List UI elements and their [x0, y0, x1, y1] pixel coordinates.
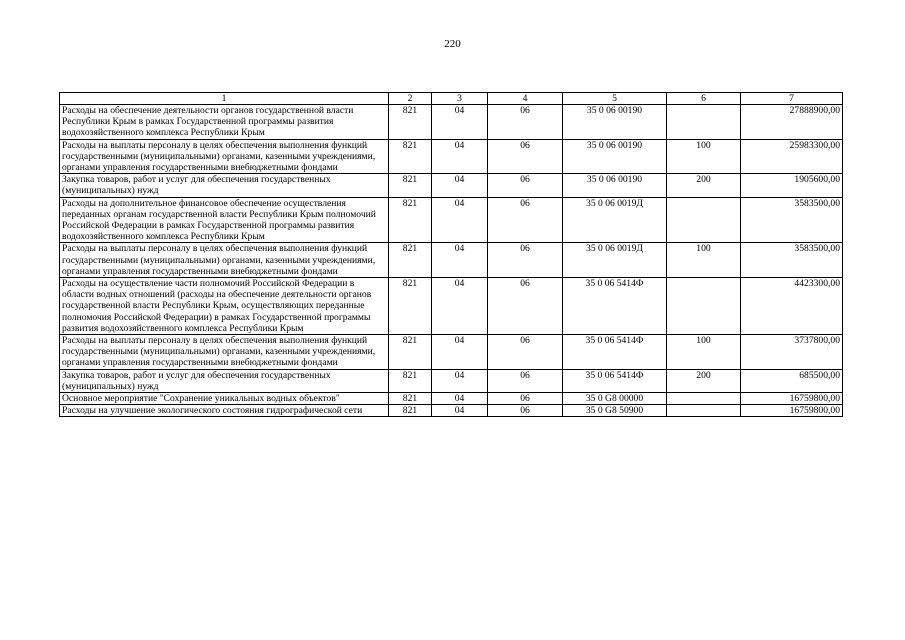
section-code: 04 [432, 405, 488, 417]
target-article-code: 35 0 G8 50900 [563, 405, 667, 417]
expense-type-code [667, 197, 741, 243]
subsection-code: 06 [488, 174, 563, 197]
expense-type-code [667, 105, 741, 140]
amount: 685500,00 [741, 369, 843, 392]
section-code: 04 [432, 243, 488, 278]
subsection-code: 06 [488, 197, 563, 243]
amount: 3583500,00 [741, 243, 843, 278]
amount: 4423300,00 [741, 278, 843, 335]
subsection-code: 06 [488, 243, 563, 278]
header-col-6: 6 [667, 93, 741, 105]
expense-name: Основное мероприятие "Сохранение уникальных водных объектов" [60, 393, 389, 405]
header-col-2: 2 [389, 93, 432, 105]
section-code: 04 [432, 278, 488, 335]
ministry-code: 821 [389, 197, 432, 243]
expense-name: Расходы на выплаты персоналу в целях обеспечения выполнения функций государственными (муниципальными) органами, казенными учреждениями, органами управления государственными внебюджетными фондами [60, 335, 389, 370]
expense-name: Закупка товаров, работ и услуг для обеспечения государственных (муниципальных) нужд [60, 174, 389, 197]
target-article-code: 35 0 06 5414Ф [563, 369, 667, 392]
target-article-code: 35 0 06 0019Д [563, 197, 667, 243]
table-row [60, 405, 843, 417]
section-code: 04 [432, 393, 488, 405]
table-row [60, 369, 843, 392]
table-row [60, 174, 843, 197]
expense-type-code: 200 [667, 369, 741, 392]
amount: 16759800,00 [741, 405, 843, 417]
subsection-code: 06 [488, 335, 563, 370]
subsection-code: 06 [488, 369, 563, 392]
header-col-5: 5 [563, 93, 667, 105]
expense-type-code [667, 278, 741, 335]
ministry-code: 821 [389, 405, 432, 417]
subsection-code: 06 [488, 278, 563, 335]
target-article-code: 35 0 06 5414Ф [563, 278, 667, 335]
expense-name: Расходы на выплаты персоналу в целях обеспечения выполнения функций государственными (муниципальными) органами, казенными учреждениями, органами управления государственными внебюджетными фондами [60, 139, 389, 174]
expense-name: Закупка товаров, работ и услуг для обеспечения государственных (муниципальных) нужд [60, 369, 389, 392]
target-article-code: 35 0 06 00190 [563, 139, 667, 174]
table-row [60, 393, 843, 405]
page-number: 220 [444, 38, 461, 50]
subsection-code: 06 [488, 105, 563, 140]
expense-type-code [667, 393, 741, 405]
expense-name: Расходы на выплаты персоналу в целях обеспечения выполнения функций государственными (муниципальными) органами, казенными учреждениями, органами управления государственными внебюджетными фондами [60, 243, 389, 278]
amount: 3583500,00 [741, 197, 843, 243]
ministry-code: 821 [389, 139, 432, 174]
budget-table [59, 92, 843, 417]
table-row [60, 243, 843, 278]
target-article-code: 35 0 06 00190 [563, 174, 667, 197]
target-article-code: 35 0 06 0019Д [563, 243, 667, 278]
target-article-code: 35 0 G8 00000 [563, 393, 667, 405]
amount: 25983300,00 [741, 139, 843, 174]
section-code: 04 [432, 197, 488, 243]
section-code: 04 [432, 174, 488, 197]
amount: 16759800,00 [741, 393, 843, 405]
amount: 3737800,00 [741, 335, 843, 370]
header-row [60, 93, 843, 105]
header-col-4: 4 [488, 93, 563, 105]
table-row [60, 278, 843, 335]
expense-type-code: 200 [667, 174, 741, 197]
header-col-1: 1 [60, 93, 389, 105]
target-article-code: 35 0 06 5414Ф [563, 335, 667, 370]
table-row [60, 139, 843, 174]
expense-type-code: 100 [667, 335, 741, 370]
table-row [60, 105, 843, 140]
table-row [60, 197, 843, 243]
expense-type-code [667, 405, 741, 417]
subsection-code: 06 [488, 139, 563, 174]
expense-type-code: 100 [667, 139, 741, 174]
section-code: 04 [432, 139, 488, 174]
expense-type-code: 100 [667, 243, 741, 278]
table-row [60, 335, 843, 370]
expense-name: Расходы на дополнительное финансовое обеспечение осуществления переданных органам государственной власти Республики Крым полномочий Российской Федерации в рамках Государственной программы развития водохозяйственного комплекса Республики Крым [60, 197, 389, 243]
amount: 27888900,00 [741, 105, 843, 140]
ministry-code: 821 [389, 393, 432, 405]
expense-name: Расходы на улучшение экологического состояния гидрографической сети [60, 405, 389, 417]
ministry-code: 821 [389, 278, 432, 335]
amount: 1905600,00 [741, 174, 843, 197]
header-col-7: 7 [741, 93, 843, 105]
expense-name: Расходы на осуществление части полномочий Российской Федерации в области водных отношений (расходы на обеспечение деятельности органов государственной власти Республики Крым, осуществляющих переданные полномочия Российской Федерации) в рамках Государственной программы развития водохозяйственного комплекса Республики Крым [60, 278, 389, 335]
ministry-code: 821 [389, 335, 432, 370]
subsection-code: 06 [488, 405, 563, 417]
ministry-code: 821 [389, 105, 432, 140]
expense-name: Расходы на обеспечение деятельности органов государственной власти Республики Крым в рамках Государственной программы развития водохозяйственного комплекса Республики Крым [60, 105, 389, 140]
header-col-3: 3 [432, 93, 488, 105]
subsection-code: 06 [488, 393, 563, 405]
section-code: 04 [432, 369, 488, 392]
ministry-code: 821 [389, 369, 432, 392]
ministry-code: 821 [389, 243, 432, 278]
section-code: 04 [432, 335, 488, 370]
target-article-code: 35 0 06 00190 [563, 105, 667, 140]
section-code: 04 [432, 105, 488, 140]
ministry-code: 821 [389, 174, 432, 197]
